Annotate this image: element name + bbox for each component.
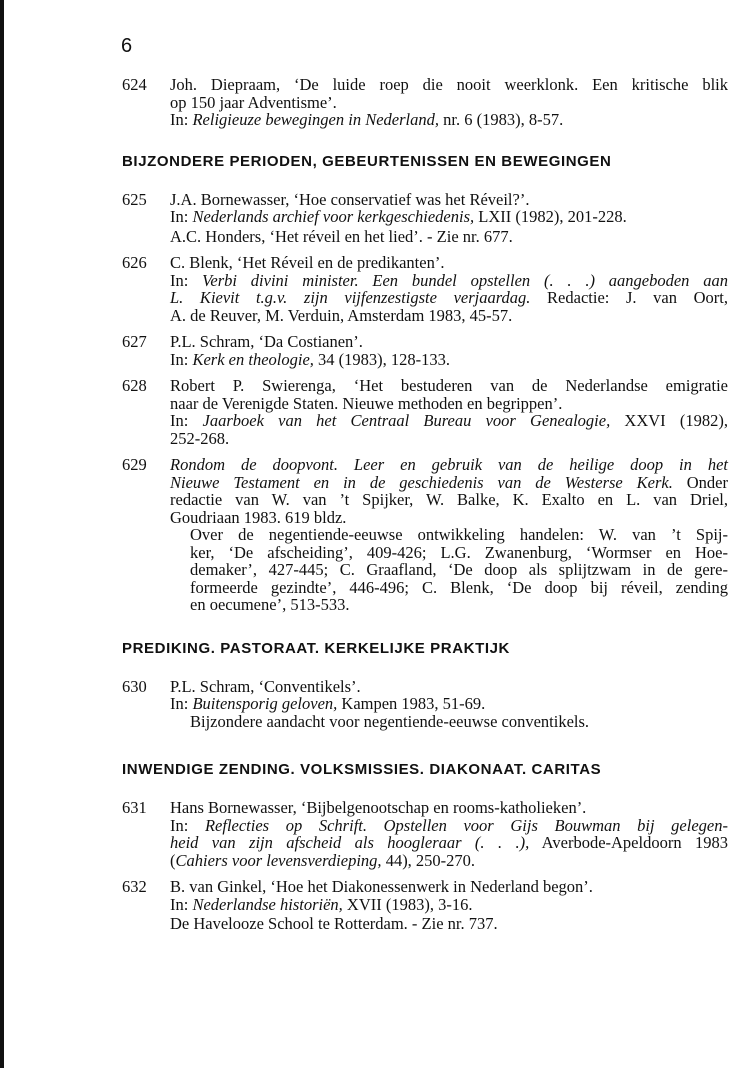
source-title: Religieuze bewegingen in Nederland, bbox=[192, 110, 439, 129]
source-line bbox=[170, 896, 728, 914]
series-details: 44), 250-270. bbox=[381, 850, 476, 870]
series-title: Cahiers voor levensverdieping, bbox=[175, 850, 382, 870]
entry-number: 624 bbox=[122, 75, 147, 94]
entry-line: Joh. Diepraam, ‘De luide roep die nooit weerklonk. Een kritische blik bbox=[170, 75, 728, 94]
entry-line: P.L. Schram, ‘Da Costianen’. bbox=[170, 332, 363, 351]
source-line bbox=[170, 111, 728, 129]
in-prefix: In: bbox=[170, 815, 205, 835]
annotation-line: ker, ‘De afscheiding’, 409-426; L.G. Zwanenburg, ‘Wormser en Hoe- bbox=[190, 542, 728, 562]
section-heading: PREDIKING. PASTORAAT. KERKELIJKE PRAKTIJK bbox=[122, 639, 510, 657]
source-title: Buitensporig geloven, bbox=[192, 694, 338, 713]
source-line bbox=[170, 351, 728, 369]
source-line bbox=[170, 272, 728, 290]
entry-line: Robert P. Swierenga, ‘Het bestuderen van de Nederlandse emigratie bbox=[170, 376, 728, 395]
annotation-line: Over de negentiende-eeuwse ontwikkeling handelen: W. van ’t Spij- bbox=[190, 525, 728, 544]
in-prefix: In: bbox=[170, 110, 193, 129]
entry-line bbox=[170, 852, 728, 870]
book-title: Rondom de doopvont. Leer en gebruik van de heilige doop in het bbox=[170, 455, 728, 474]
source-details: 34 (1983), 128-133. bbox=[313, 349, 450, 369]
entry-number: 628 bbox=[122, 376, 147, 395]
entry-number: 630 bbox=[122, 676, 147, 696]
in-prefix: In: bbox=[170, 894, 193, 914]
in-prefix: In: bbox=[170, 694, 193, 713]
entry-line: naar de Verenigde Staten. Nieuwe methoden en begrippen’. bbox=[170, 393, 563, 413]
open-paren: ( bbox=[170, 850, 176, 870]
source-title: Reflecties op Schrift. Opstellen voor Gijs Bouwman bij gelegen- bbox=[204, 815, 728, 835]
scan-edge bbox=[0, 0, 4, 1068]
book-title-cont: Nieuwe Testament en in de geschiedenis van de Westerse Kerk. bbox=[170, 472, 673, 492]
annotation-line: demaker’, 427-445; C. Graafland, ‘De doop als splijtzwam in de gere- bbox=[190, 560, 728, 579]
entry-line: J.A. Bornewasser, ‘Hoe conservatief was het Réveil?’. bbox=[170, 189, 530, 209]
entry-line: B. van Ginkel, ‘Hoe het Diakonessenwerk in Nederland begon’. bbox=[170, 877, 593, 896]
entry-number: 627 bbox=[122, 332, 147, 351]
entry-line: op 150 jaar Adventisme’. bbox=[170, 92, 337, 112]
section-heading: INWENDIGE ZENDING. VOLKSMISSIES. DIAKONAAT. CARITAS bbox=[122, 761, 602, 778]
annotation-line: en oecumene’, 513-533. bbox=[190, 595, 350, 614]
source-details: nr. 6 (1983), 8-57. bbox=[439, 110, 564, 129]
entry-line bbox=[170, 456, 728, 474]
entry-text: Averbode-Apeldoorn 1983 bbox=[529, 833, 728, 852]
cross-reference: A.C. Honders, ‘Het réveil en het lied’. - Zie nr. 677. bbox=[170, 226, 513, 246]
source-title: Nederlands archief voor kerkgeschiedenis, bbox=[192, 207, 475, 226]
source-title: Kerk en theologie, bbox=[192, 349, 314, 369]
editors: Redactie: J. van Oort, bbox=[530, 288, 728, 307]
source-title: Verbi divini minister. Een bundel opstellen (. . .) aangeboden aan bbox=[202, 270, 728, 290]
entry-624 bbox=[122, 76, 728, 129]
in-prefix: In: bbox=[170, 207, 193, 226]
entry-631 bbox=[122, 799, 728, 869]
cross-reference: De Havelooze School te Rotterdam. - Zie nr. 737. bbox=[170, 914, 498, 933]
source-title: Nederlandse historiën, bbox=[192, 894, 343, 914]
entry-number: 632 bbox=[122, 877, 147, 896]
source-details: Kampen 1983, 51-69. bbox=[337, 694, 486, 713]
entry-629 bbox=[122, 456, 728, 614]
source-details: XXVI (1982), bbox=[610, 411, 728, 430]
entry-number: 629 bbox=[122, 455, 147, 474]
source-title: Jaarboek van het Centraal Bureau voor Genealogie, bbox=[202, 411, 611, 430]
entry-line: 252-268. bbox=[170, 428, 230, 448]
in-prefix: In: bbox=[170, 270, 203, 290]
source-line bbox=[170, 817, 728, 835]
entry-626 bbox=[122, 254, 728, 324]
source-line bbox=[170, 208, 728, 226]
section-heading: BIJZONDERE PERIODEN, GEBEURTENISSEN EN BEWEGINGEN bbox=[122, 152, 612, 170]
entry-630 bbox=[122, 678, 728, 731]
entry-line: A. de Reuver, M. Verduin, Amsterdam 1983, 45-57. bbox=[170, 305, 513, 325]
entry-text: Onder bbox=[672, 472, 728, 492]
entry-number: 625 bbox=[122, 189, 147, 209]
entry-632 bbox=[122, 878, 728, 933]
source-line bbox=[170, 695, 728, 713]
bibliography-page bbox=[122, 76, 728, 942]
source-details: LXII (1982), 201-228. bbox=[474, 207, 627, 226]
source-details: XVII (1983), 3-16. bbox=[342, 894, 473, 914]
entry-line bbox=[170, 474, 728, 492]
entry-line: Goudriaan 1983. 619 bldz. bbox=[170, 507, 347, 527]
source-line bbox=[170, 412, 728, 430]
source-title-cont: L. Kievit t.g.v. zijn vijfenzestigste verjaardag. bbox=[170, 288, 531, 307]
in-prefix: In: bbox=[170, 411, 203, 430]
entry-line: P.L. Schram, ‘Conventikels’. bbox=[170, 676, 361, 696]
source-title-cont: heid van zijn afscheid als hoogleraar (. . .), bbox=[170, 833, 530, 852]
entry-line bbox=[170, 834, 728, 852]
entry-627 bbox=[122, 333, 728, 368]
entry-628 bbox=[122, 377, 728, 447]
entry-625 bbox=[122, 191, 728, 246]
entry-line bbox=[170, 289, 728, 307]
page-number: 6 bbox=[121, 35, 133, 57]
entry-number: 626 bbox=[122, 253, 147, 272]
entry-number: 631 bbox=[122, 798, 147, 817]
in-prefix: In: bbox=[170, 349, 193, 369]
annotation-line: formeerde gezindte’, 446-496; C. Blenk, ‘De doop bij réveil, zending bbox=[190, 577, 728, 597]
annotation-line: Bijzondere aandacht voor negentiende-eeuwse conventikels. bbox=[190, 711, 590, 731]
entry-line: C. Blenk, ‘Het Réveil en de predikanten’. bbox=[170, 253, 445, 272]
entry-line: redactie van W. van ’t Spijker, W. Balke, K. Exalto en L. van Driel, bbox=[170, 490, 728, 509]
entry-line: Hans Bornewasser, ‘Bijbelgenootschap en rooms-katholieken’. bbox=[170, 798, 587, 817]
